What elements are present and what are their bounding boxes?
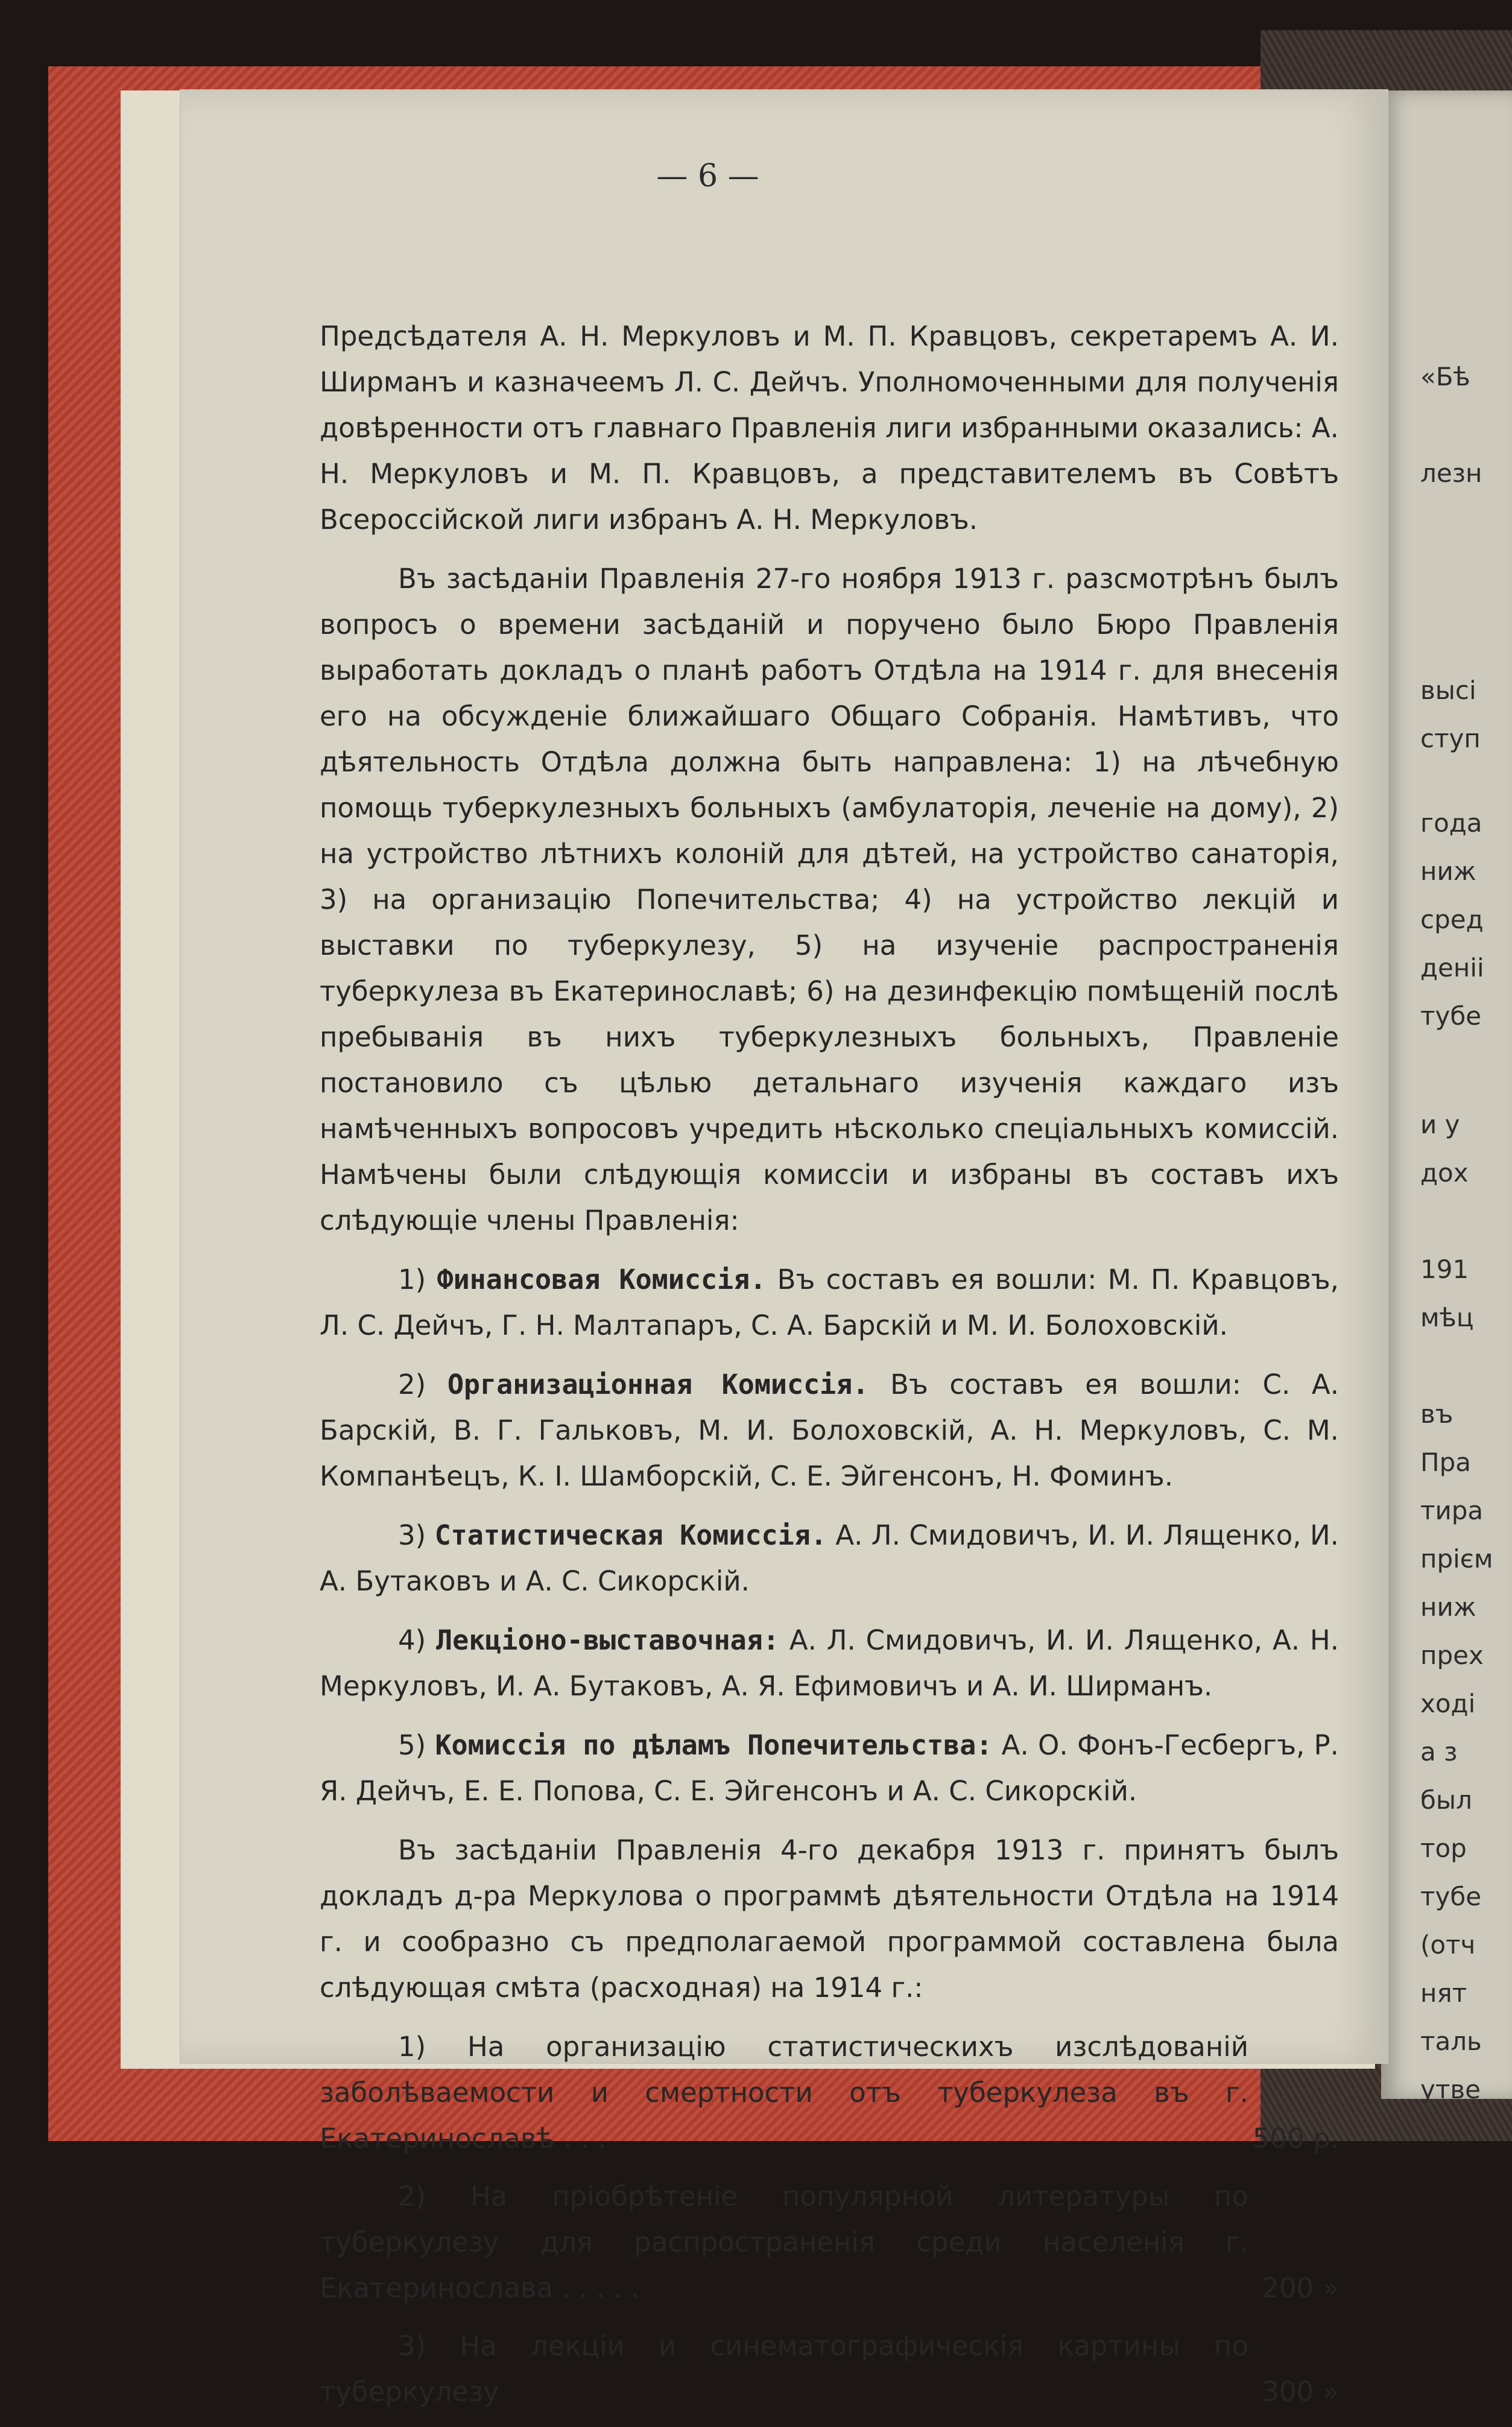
- facing-page-fragment: 191: [1420, 1255, 1469, 1284]
- commission-name: Организаціонная Комиссія.: [447, 1369, 869, 1400]
- budget-item-text: 3) На лекціи и синематографическія картины по туберкулезу: [320, 2330, 1248, 2408]
- budget-item-amount: 200 »: [1262, 2272, 1339, 2304]
- facing-page-fragment: был: [1420, 1785, 1472, 1815]
- budget-item-amount: 500 р.: [1252, 2122, 1339, 2154]
- paragraph: Въ засѣданіи Правленія 4-го декабря 1913 г. принятъ былъ докладъ д-ра Меркулова о программѣ дѣятельности Отдѣла на 1914 г. и сообразно съ предполагаемой программой составлена была слѣдующая смѣта (расходная) на 1914 г.:: [320, 1834, 1339, 2004]
- facing-page-fragment: высі: [1420, 676, 1476, 705]
- budget-item: [320, 2024, 1339, 2162]
- budget-item-amount: 300 »: [1262, 2376, 1339, 2408]
- facing-page-fragment: ниж: [1420, 856, 1476, 886]
- facing-page-fragment: ході: [1420, 1689, 1476, 1718]
- facing-page-fragment: мѣц: [1420, 1303, 1474, 1332]
- commission-name: Финансовая Комиссія.: [437, 1264, 767, 1296]
- facing-page-fragment: года: [1420, 808, 1482, 838]
- facing-page-fragment: таль: [1420, 2027, 1482, 2056]
- facing-page-fragment: лезн: [1420, 458, 1482, 488]
- facing-page-fragment: тира: [1420, 1496, 1484, 1525]
- facing-page-fragment: тубе: [1420, 1882, 1482, 1911]
- facing-page-fragment: ступ: [1420, 724, 1481, 753]
- facing-page-fragment: прієм: [1420, 1544, 1493, 1574]
- page-text: [320, 314, 1339, 2427]
- budget-item: [320, 2323, 1339, 2415]
- commission-item: 1) Финансовая Комиссія. Въ составъ ея вошли: М. П. Кравцовъ, Л. С. Дейчъ, Г. Н. Малтапаръ, С. А. Барскій и М. И. Болоховскій.: [320, 1264, 1339, 1341]
- budget-item-text: 1) На организацію статистическихъ изслѣдованій заболѣваемости и смертности отъ туберкулеза въ г. Екатеринославѣ . . .: [320, 2031, 1248, 2154]
- facing-page-fragment: «Бѣ: [1420, 362, 1470, 391]
- facing-page-fragment: тор: [1420, 1834, 1467, 1863]
- facing-page-fragment: и у: [1420, 1110, 1460, 1139]
- facing-page-fragment: прех: [1420, 1641, 1484, 1670]
- facing-page-fragment: ниж: [1420, 1592, 1476, 1622]
- commission-item: 3) Статистическая Комиссія. А. Л. Смидовичъ, И. И. Лященко, И. А. Бутаковъ и А. С. Сикорскій.: [320, 1519, 1339, 1597]
- commission-item: 2) Организаціонная Комиссія. Въ составъ ея вошли: С. А. Барскій, В. Г. Гальковъ, М. И. Болоховскій, А. Н. Меркуловъ, С. М. Компанѣецъ, К. І. Шамборскій, С. Е. Эйгенсонъ, Н. Фоминъ.: [320, 1369, 1340, 1492]
- commission-name: Лекціоно-выставочная:: [436, 1624, 779, 1656]
- paragraph: Предсѣдателя А. Н. Меркуловъ и М. П. Кравцовъ, секретаремъ А. И. Ширманъ и казначеемъ Л. С. Дейчъ. Уполномоченными для полученія довѣренности отъ главнаго Правленія лиги избранными оказались: А. Н. Меркуловъ и М. П. Кравцовъ, а представителемъ въ Совѣтъ Всероссійской лиги избранъ А. Н. Меркуловъ.: [320, 320, 1339, 536]
- budget-item-text: 2) На пріобрѣтеніе популярной литературы по туберкулезу для распространенія среди населенія г. Екатеринослава . . . . .: [320, 2180, 1248, 2304]
- facing-page-fragment: нят: [1420, 1978, 1467, 2008]
- facing-page-fragment: утве: [1420, 2075, 1481, 2104]
- facing-page-fragment: дох: [1420, 1158, 1469, 1188]
- commission-name: Комиссія по дѣламъ Попечительства:: [435, 1729, 993, 1761]
- facing-page-fragment: тубе: [1420, 1001, 1482, 1031]
- commission-item: 4) Лекціоно-выставочная: А. Л. Смидовичъ, И. И. Лященко, А. Н. Меркуловъ, И. А. Бутаковъ, А. Я. Ефимовичъ и А. И. Ширманъ.: [320, 1624, 1340, 1702]
- facing-page-fragment: а з: [1420, 1737, 1458, 1767]
- commission-name: Статистическая Комиссія.: [434, 1519, 827, 1551]
- facing-page-fragment: сред: [1420, 905, 1484, 934]
- paragraph: Въ засѣданіи Правленія 27-го ноября 1913 г. разсмотрѣнъ былъ вопросъ о времени засѣданій и поручено было Бюро Правленія выработать докладъ о планѣ работъ Отдѣла на 1914 г. для внесенія его на обсужденіе ближайшаго Общаго Собранія. Намѣтивъ, что дѣятельность Отдѣла должна быть направлена: 1) на лѣчебную помощь туберкулезныхъ больныхъ (амбулаторія, леченіе на дому), 2) на устройство лѣтнихъ колоній для дѣтей, на устройство санаторія, 3) на организацію Попечительства; 4) на устройство лекцій и выставки по туберкулезу, 5) на изученіе распространенія туберкулеза въ Екатеринославѣ; 6) на дезинфекцію помѣщеній послѣ пребыванія въ нихъ туберкулезныхъ больныхъ, Правленіе постановило съ цѣлью детальнаго изученія каждаго изъ намѣченныхъ вопросовъ учредить нѣсколько спеціальныхъ комиссій. Намѣчены были слѣдующія комиссіи и избраны въ составъ ихъ слѣдующіе члены Правленія:: [320, 563, 1339, 1236]
- facing-page-fragment: (отч: [1420, 1930, 1476, 1960]
- commission-item: 5) Комиссія по дѣламъ Попечительства: А. О. Фонъ-Гесбергъ, Р. Я. Дейчъ, Е. Е. Попова, С. Е. Эйгенсонъ и А. С. Сикорскій.: [320, 1729, 1339, 1807]
- budget-item: [320, 2174, 1339, 2311]
- facing-page-fragment: деніі: [1420, 953, 1484, 983]
- facing-page-fragment: въ: [1420, 1399, 1453, 1429]
- facing-page-fragment: Пра: [1420, 1448, 1471, 1477]
- page-number: — 6 —: [656, 158, 759, 194]
